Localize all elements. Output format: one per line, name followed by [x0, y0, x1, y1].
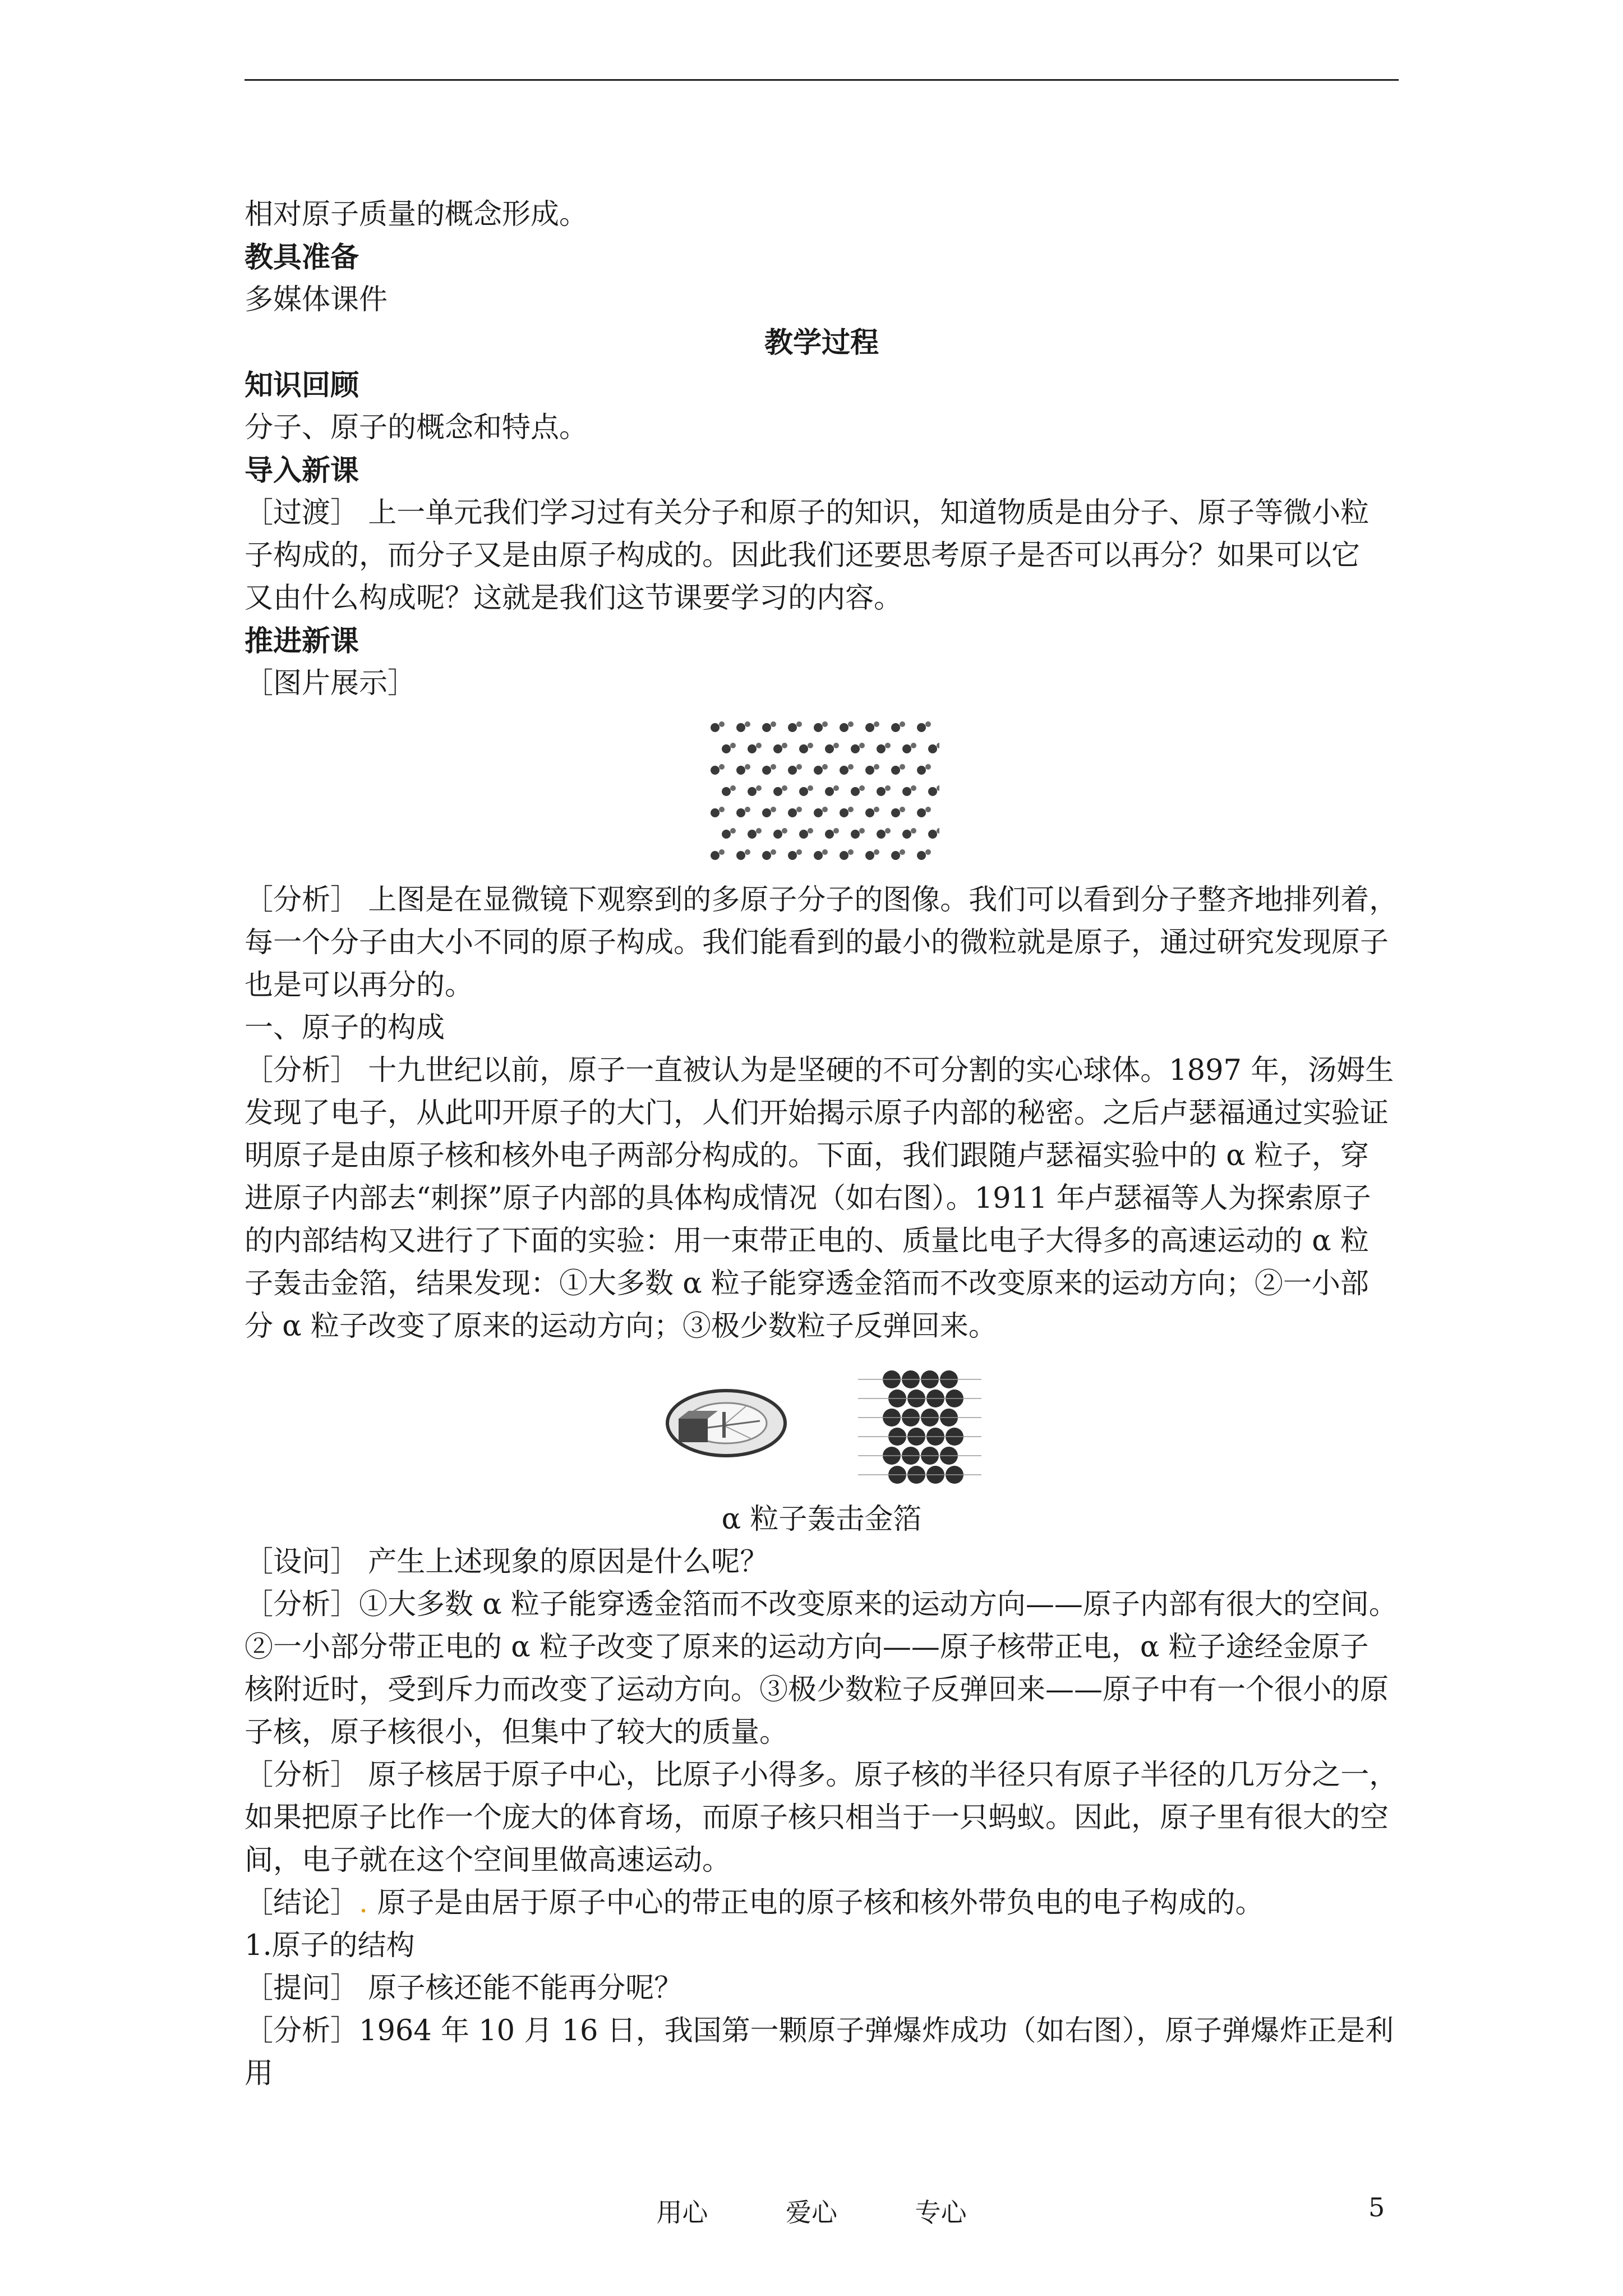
- atom-dot: [928, 830, 937, 839]
- atom-dot: [840, 851, 849, 860]
- atom-dot: [848, 807, 854, 812]
- atom-dot: [885, 828, 891, 834]
- atom-dot: [771, 807, 776, 812]
- atom-dot: [796, 721, 802, 727]
- atom-dot: [925, 807, 931, 812]
- atom-dot: [745, 764, 750, 770]
- atom-dot: [937, 785, 939, 791]
- paragraph-line: ［过渡］ 上一单元我们学习过有关分子和原子的知识，知道物质是由分子、原子等微小粒: [245, 496, 1370, 530]
- atom-dot: [902, 744, 911, 753]
- paragraph-line: 发现了电子，从此叩开原子的大门，人们开始揭示原子内部的秘密。之后卢瑟福通过实验证: [245, 1097, 1389, 1130]
- footer-word: 用心: [656, 2197, 708, 2228]
- atom-dot: [928, 787, 937, 796]
- heading-review: 知识回顾: [245, 369, 359, 402]
- gold-atoms-lattice-image: [858, 1367, 981, 1490]
- atom-dot: [799, 830, 808, 839]
- paragraph-line: 如果把原子比作一个庞大的体育场，而原子核只相当于一只蚂蚁。因此，原子里有很大的空: [245, 1801, 1389, 1834]
- atom-dot: [900, 807, 905, 812]
- conclusion-tag: ［结论］: [245, 1887, 359, 1920]
- atom-dot: [799, 787, 808, 796]
- molecule-microscope-image: [704, 717, 939, 869]
- paragraph-line: ［分析］ 原子核居于原子中心，比原子小得多。原子核的半径只有原子半径的几万分之一，: [245, 1759, 1398, 1792]
- atom-dot: [748, 744, 757, 753]
- conclusion-dot: .: [359, 1887, 368, 1920]
- atom-dot: [719, 849, 725, 855]
- atom-dot: [796, 807, 802, 812]
- page-number: 5: [1368, 2192, 1385, 2223]
- atom-dot: [748, 787, 757, 796]
- atom-dot: [808, 828, 813, 834]
- atom-dot: [840, 808, 849, 817]
- atom-dot: [788, 723, 797, 732]
- atom-dot: [756, 785, 762, 791]
- paragraph-line: 子核，原子核很小，但集中了较大的质量。: [245, 1716, 789, 1749]
- atom-dot: [865, 766, 874, 775]
- atom-dot: [911, 785, 916, 791]
- conclusion-line: [245, 1882, 1399, 1925]
- atom-dot: [891, 723, 900, 732]
- atom-dot: [865, 723, 874, 732]
- header-rule: [245, 79, 1399, 81]
- atom-dot: [874, 721, 879, 727]
- paragraph-line: 明原子是由原子核和核外电子两部分构成的。下面，我们跟随卢瑟福实验中的 α 粒子，穿: [245, 1139, 1369, 1172]
- atom-dot: [851, 744, 860, 753]
- atom-dot: [808, 743, 813, 748]
- atom-dot: [796, 764, 802, 770]
- figure-caption: α 粒子轰击金箔: [721, 1503, 922, 1536]
- paragraph-line: 进原子内部去“刺探”原子内部的具体构成情况（如右图）。1911 年卢瑟福等人为探索原子: [245, 1182, 1371, 1215]
- atom-dot: [722, 787, 731, 796]
- paragraph-line: 也是可以再分的。: [245, 969, 474, 1002]
- scattering-apparatus-image: [662, 1367, 791, 1479]
- atom-dot: [885, 743, 891, 748]
- atom-dot: [762, 808, 771, 817]
- atom-dot: [874, 807, 879, 812]
- paragraph-line: 每一个分子由大小不同的原子构成。我们能看到的最小的微粒就是原子，通过研究发现原子: [245, 926, 1389, 959]
- paragraph-line: 又由什么构成呢？这就是我们这节课要学习的内容。: [245, 582, 903, 615]
- atom-dot: [771, 721, 776, 727]
- atom-dot: [736, 723, 745, 732]
- atom-dot: [745, 721, 750, 727]
- atom-dot: [840, 766, 849, 775]
- atom-dot: [782, 828, 787, 834]
- atom-dot: [799, 744, 808, 753]
- paragraph: 一、原子的构成: [245, 1011, 445, 1045]
- atom-dot: [796, 849, 802, 855]
- atom-dot: [925, 849, 931, 855]
- atom-dot: [848, 764, 854, 770]
- atom-dot: [736, 766, 745, 775]
- atom-dot: [762, 766, 771, 775]
- atom-dot: [773, 787, 782, 796]
- atom-dot: [877, 744, 886, 753]
- atom-dot: [788, 766, 797, 775]
- atom-dot: [877, 830, 886, 839]
- paragraph: ［设问］ 产生上述现象的原因是什么呢？: [245, 1545, 769, 1579]
- atom-dot: [851, 787, 860, 796]
- atom-dot: [877, 787, 886, 796]
- paragraph-line: 核附近时，受到斥力而改变了运动方向。③极少数粒子反弹回来——原子中有一个很小的原: [245, 1673, 1389, 1706]
- document-body: [245, 194, 1399, 2095]
- atom-dot: [937, 743, 939, 748]
- atom-dot: [925, 721, 931, 727]
- atom-dot: [874, 849, 879, 855]
- footer-word: 爱心: [786, 2197, 837, 2228]
- atom-dot: [722, 744, 731, 753]
- paragraph-line: 分 α 粒子改变了原来的运动方向；③极少数粒子反弹回来。: [245, 1310, 997, 1343]
- paragraph: ［提问］ 原子核还能不能再分呢？: [245, 1972, 683, 2005]
- atom-dot: [771, 849, 776, 855]
- heading-tools: 教具准备: [245, 241, 359, 274]
- atom-dot: [859, 743, 865, 748]
- atom-dot: [814, 723, 823, 732]
- paragraph: ［分析］1964 年 10 月 16 日，我国第一颗原子弹爆炸成功（如右图），原子弹爆炸正是利用: [245, 2014, 1394, 2090]
- paragraph-line: ［分析］ 十九世纪以前，原子一直被认为是坚硬的不可分割的实心球体。1897 年，汤姆生: [245, 1054, 1394, 1087]
- atom-dot: [900, 721, 905, 727]
- atom-dot: [917, 723, 926, 732]
- atom-dot: [730, 828, 736, 834]
- atom-dot: [745, 807, 750, 812]
- atom-dot: [865, 808, 874, 817]
- atom-dot: [736, 851, 745, 860]
- atom-dot: [825, 744, 834, 753]
- atom-dot: [711, 723, 720, 732]
- atom-dot: [833, 743, 839, 748]
- atom-dot: [808, 785, 813, 791]
- atom-dot: [719, 721, 725, 727]
- atom-dot: [711, 766, 720, 775]
- atom-dot: [937, 828, 939, 834]
- atom-dot: [756, 828, 762, 834]
- heading-advance: 推进新课: [245, 624, 359, 658]
- alpha-scattering-figures: [245, 1367, 1399, 1490]
- atom-dot: [917, 766, 926, 775]
- atom-dot: [730, 785, 736, 791]
- atom-dot: [782, 743, 787, 748]
- atom-dot: [833, 828, 839, 834]
- atom-dot: [865, 851, 874, 860]
- conclusion-text: 原子是由居于原子中心的带正电的原子核和核外带负电的电子构成的。: [368, 1887, 1264, 1920]
- heading-intro: 导入新课: [245, 454, 359, 487]
- atom-dot: [917, 851, 926, 860]
- atom-dot: [848, 721, 854, 727]
- atom-dot: [917, 808, 926, 817]
- atom-dot: [885, 785, 891, 791]
- atom-dot: [719, 764, 725, 770]
- atom-dot: [756, 743, 762, 748]
- atom-dot: [788, 808, 797, 817]
- paragraph-line: ［分析］①大多数 α 粒子能穿透金箔而不改变原来的运动方向——原子内部有很大的空间。: [245, 1588, 1398, 1621]
- atom-dot: [814, 851, 823, 860]
- atom-dot: [814, 808, 823, 817]
- atom-dot: [902, 830, 911, 839]
- atom-dot: [788, 851, 797, 860]
- atom-dot: [825, 787, 834, 796]
- atom-dot: [911, 743, 916, 748]
- atom-dot: [822, 849, 828, 855]
- paragraph-line: 子构成的，而分子又是由原子构成的。因此我们还要思考原子是否可以再分？如果可以它: [245, 539, 1361, 572]
- atom-dot: [848, 849, 854, 855]
- atom-dot: [902, 787, 911, 796]
- atom-dot: [719, 807, 725, 812]
- atom-dot: [814, 766, 823, 775]
- paragraph-line: ②一小部分带正电的 α 粒子改变了原来的运动方向——原子核带正电，α 粒子途经金原子: [245, 1631, 1369, 1664]
- paragraph: 分子、原子的概念和特点。: [245, 411, 588, 444]
- atom-dot: [736, 808, 745, 817]
- atom-dot: [891, 851, 900, 860]
- paragraph: 相对原子质量的概念形成。: [245, 198, 588, 231]
- atom-dot: [822, 721, 828, 727]
- atom-dot: [891, 766, 900, 775]
- atom-dot: [833, 785, 839, 791]
- paragraph: 1.原子的结构: [245, 1929, 415, 1962]
- atom-dot: [911, 828, 916, 834]
- atom-dot: [925, 764, 931, 770]
- atom-dot: [745, 849, 750, 855]
- atom-dot: [782, 785, 787, 791]
- atom-dot: [822, 764, 828, 770]
- atom-dot: [874, 764, 879, 770]
- atom-dot: [900, 764, 905, 770]
- atom-dot: [762, 851, 771, 860]
- atom-dot: [773, 744, 782, 753]
- footer-word: 专心: [915, 2197, 967, 2228]
- atom-dot: [773, 830, 782, 839]
- atom-dot: [711, 851, 720, 860]
- atom-dot: [771, 764, 776, 770]
- paragraph-line: ［分析］ 上图是在显微镜下观察到的多原子分子的图像。我们可以看到分子整齐地排列着，: [245, 884, 1398, 917]
- section-title: 教学过程: [764, 326, 879, 360]
- atom-dot: [859, 828, 865, 834]
- paragraph: 多媒体课件: [245, 283, 388, 316]
- atom-dot: [762, 723, 771, 732]
- paragraph-line: 的内部结构又进行了下面的实验：用一束带正电的、质量比电子大得多的高速运动的 α 粒: [245, 1225, 1369, 1258]
- atom-dot: [851, 830, 860, 839]
- atom-dot: [730, 743, 736, 748]
- atom-dot: [711, 808, 720, 817]
- atom-dot: [891, 808, 900, 817]
- atom-dot: [722, 830, 731, 839]
- paragraph: ［图片展示］: [245, 667, 417, 700]
- atom-dot: [822, 807, 828, 812]
- atom-dot: [840, 723, 849, 732]
- paragraph-line: 间，电子就在这个空间里做高速运动。: [245, 1844, 731, 1877]
- atom-dot: [928, 744, 937, 753]
- paragraph-line: 子轰击金箔，结果发现：①大多数 α 粒子能穿透金箔而不改变原来的运动方向；②一小部: [245, 1267, 1369, 1300]
- atom-dot: [825, 830, 834, 839]
- atom-dot: [859, 785, 865, 791]
- atom-dot: [748, 830, 757, 839]
- atom-dot: [900, 849, 905, 855]
